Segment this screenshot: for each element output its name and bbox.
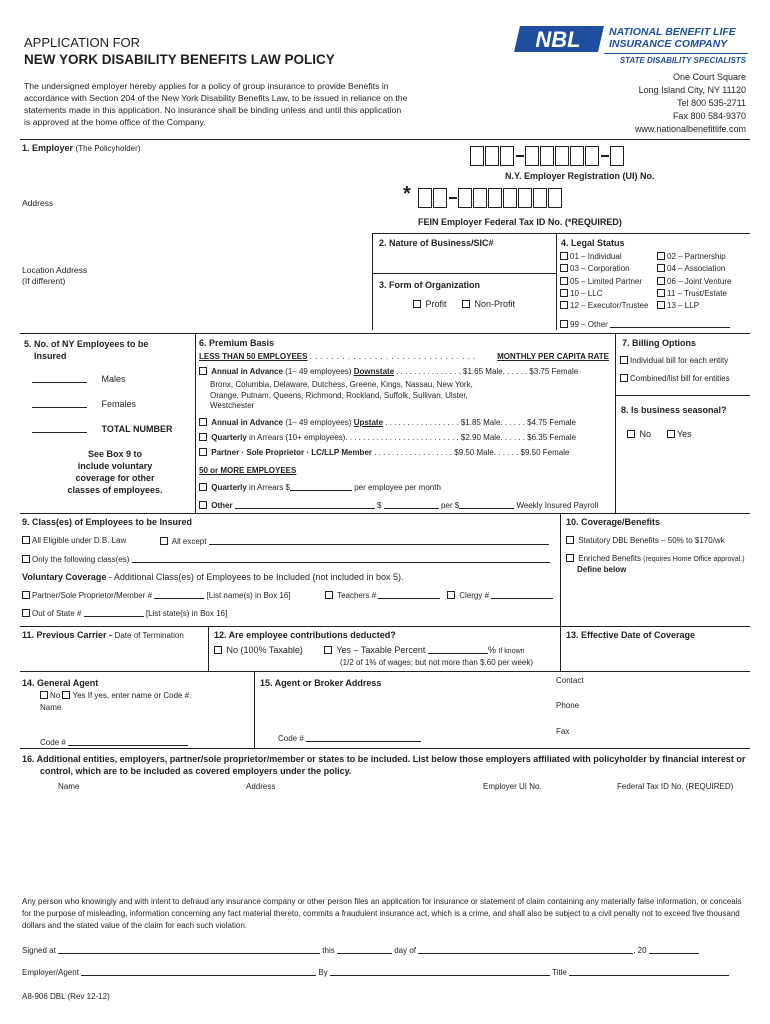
contact-label: Contact (556, 676, 584, 685)
premium-basis-label: 6. Premium Basis (199, 338, 275, 348)
general-agent-label: 14. General Agent (22, 678, 99, 688)
broker-address-label: 15. Agent or Broker Address (260, 678, 382, 688)
legal-status-left[interactable]: 01 – Individual 03 – Corporation 05 – Limited Partner 10 – LLC 12 – Executor/Trustee (560, 251, 648, 312)
class-out-of-state[interactable]: Out of State # [List state(s) in Box 16] (22, 608, 227, 618)
logo-text: NBL (535, 27, 581, 52)
org-nonprofit[interactable]: Non-Profit (462, 299, 515, 309)
form-id: A8-906 DBL (Rev 12-12) (22, 992, 110, 1001)
less-50-row: LESS THAN 50 EMPLOYEES . . . . . . . . . . . . . . . . . . . . . . . . . . . . . . . MONTHLY PER CAPITA RATE (199, 352, 609, 361)
col-tax: Federal Tax ID No. (REQUIRED) (617, 782, 734, 791)
col-ui: Employer UI No. (483, 782, 542, 791)
col-address: Address (246, 782, 276, 791)
broker-code[interactable]: Code # (278, 733, 421, 743)
seasonal-yes[interactable]: Yes (667, 429, 692, 439)
quarterly-50plus[interactable]: Quarterly in Arrears $ per employee per month (199, 482, 441, 492)
col-name: Name (58, 782, 80, 791)
annual-upstate[interactable]: Annual in Advance (1– 49 employees) Upstate . . . . . . . . . . . . . . . . . $1.85 Male. . . . . . $4.75 Female (199, 418, 611, 427)
additional-entities-label: 16. Additional entities, employers, partner/sole proprietor/member or states to be included. List below those employers affiliated with policyholder by financial interest or control, which are to be included as covered employers under the policy. (22, 754, 746, 776)
ui-label: N.Y. Employer Registration (UI) No. (505, 171, 655, 181)
signed-at-row[interactable]: Signed at this day of , 20 (22, 945, 699, 955)
employees-count-label: 5. No. of NY Employees to be Insured (24, 339, 149, 361)
address-label: Address (22, 198, 54, 208)
class-all-except[interactable]: All except (160, 536, 549, 546)
billing-combined[interactable]: Combined/list bill for entities (620, 374, 730, 383)
title-line1: APPLICATION FOR (24, 35, 141, 50)
nature-business-label: 2. Nature of Business/SIC# (379, 238, 494, 248)
legal-status-other[interactable]: 99 – Other (560, 319, 730, 329)
phone-label: Phone (556, 701, 580, 710)
females-field[interactable]: Females (32, 399, 136, 409)
coverage-enriched[interactable]: Enriched Benefits (requires Home Office approval.) (566, 554, 745, 563)
general-agent-name: Name (40, 703, 62, 712)
over-50-label: 50 or MORE EMPLOYEES (199, 466, 297, 475)
partner-rates[interactable]: Partner · Sole Proprietor · LC/LLP Member . . . . . . . . . . . . . . . . . . $9.50 Male. . . . . . $9.50 Female (199, 448, 611, 457)
org-profit[interactable]: Profit (413, 299, 447, 309)
company-logo (512, 24, 604, 54)
employer-label: 1. Employer (The Policyholder) (22, 143, 141, 153)
contributions-label: 12. Are employee contributions deducted? (214, 630, 396, 640)
downstate-counties: Bronx, Columbia, Delaware, Dutchess, Greene, Kings, Nassau, New York, Orange, Putnam, Queens, Richmond, Rockland, Suffolk, Sullivan, Ulster, Westchester (210, 380, 473, 410)
total-field[interactable]: TOTAL NUMBER (32, 424, 173, 434)
class-partner[interactable]: Partner/Sole Proprietor/Member # [List name(s) in Box 16] (22, 590, 291, 600)
company-name-1: NATIONAL BENEFIT LIFE (609, 26, 736, 38)
seasonal-label: 8. Is business seasonal? (621, 405, 727, 415)
class-clergy[interactable]: Clergy # (447, 590, 553, 600)
class-only-following[interactable]: Only the following class(es) (22, 554, 550, 564)
company-name-2: INSURANCE COMPANY (609, 38, 728, 50)
page-title: NEW YORK DISABILITY BENEFITS LAW POLICY (24, 52, 335, 67)
contrib-note: (1/2 of 1% of wages; but not more than $.60 per week) (340, 658, 533, 667)
general-agent-options[interactable]: No Yes If yes, enter name or Code #. (40, 691, 191, 700)
effective-date-label: 13. Effective Date of Coverage (566, 630, 696, 640)
classes-label: 9. Class(es) of Employees to be Insured (22, 517, 193, 527)
other-premium[interactable]: Other $ per $ Weekly Insured Payroll (199, 500, 598, 510)
seasonal-no[interactable]: No (627, 429, 651, 439)
fraud-warning: Any person who knowingly and with intent to defraud any insurance company or other person files an application for insurance or statement of claim containing any materially false information, or conceals for the purpose of misleading, information concerning any fact material thereto, commits a fraudulent insurance act, which is a crime, and shall also be subject to a civil penalty not to exceed five thousand dollars and the stated value of the claim for each such violation. (22, 897, 742, 930)
quarterly-arrears[interactable]: Quarterly in Arrears (10+ employees). . . . . . . . . . . . . . . . . . . . . . . . . . $2.90 Male. . . . . . $6.35 Female (199, 433, 611, 442)
fein-label: FEIN Employer Federal Tax ID No. (*REQUIRED) (418, 217, 622, 227)
required-asterisk: * (403, 183, 411, 205)
coverage-label: 10. Coverage/Benefits (566, 517, 661, 527)
fein-boxes[interactable] (418, 188, 563, 208)
billing-individual[interactable]: Individual bill for each entity (620, 356, 728, 365)
employer-agent-row[interactable]: Employer/Agent By Title (22, 967, 729, 977)
company-address: One Court Square Long Island City, NY 11120 Tel 800 535-2711 Fax 800 584-9370 www.nationalbenefitlife.com (634, 72, 746, 134)
general-agent-code[interactable]: Code # (40, 737, 188, 747)
annual-downstate[interactable]: Annual in Advance (1– 49 employees) Downstate . . . . . . . . . . . . . . . $1.65 Male. . . . . . $3.75 Female (199, 367, 611, 376)
legal-status-label: 4. Legal Status (561, 238, 625, 248)
intro-text: The undersigned employer hereby applies for a policy of group insurance to provide Benefits in accordance with Section 204 of the New York Disability Benefits Law, to be issued in reliance on the statements made in this application. No insurance shall be binding unless and until this application is approved at the home office of the Company. (24, 81, 408, 127)
class-teachers[interactable]: Teachers # (325, 590, 440, 600)
ui-number-boxes[interactable] (470, 146, 625, 166)
coverage-statutory[interactable]: Statutory DBL Benefits – 50% to $170/wk (566, 536, 725, 545)
form-org-label: 3. Form of Organization (379, 280, 481, 290)
legal-status-right[interactable]: 02 – Partnership 04 – Association 06 – Joint Venture 11 – Trust/Estate 13 – LLP (657, 251, 732, 312)
company-tagline: STATE DISABILITY SPECIALISTS (619, 56, 746, 65)
contrib-yes[interactable]: Yes – Taxable Percent % If known (324, 645, 525, 655)
males-field[interactable]: Males (32, 374, 126, 384)
contrib-no[interactable]: No (100% Taxable) (214, 645, 303, 655)
class-all-eligible[interactable]: All Eligible under D.B. Law (22, 536, 126, 545)
voluntary-coverage: Voluntary Coverage - Additional Class(es) of Employees to be Included (not included in box 5). (22, 572, 404, 582)
see-box9-note: See Box 9 to include voluntary coverage for other classes of employees. (67, 449, 163, 495)
fax-label: Fax (556, 727, 570, 736)
define-below: Define below (577, 565, 627, 574)
billing-options-label: 7. Billing Options (622, 338, 696, 348)
previous-carrier-label: 11. Previous Carrier - Date of Termination (22, 630, 184, 640)
location-address-label: Location Address (If different) (22, 265, 88, 286)
